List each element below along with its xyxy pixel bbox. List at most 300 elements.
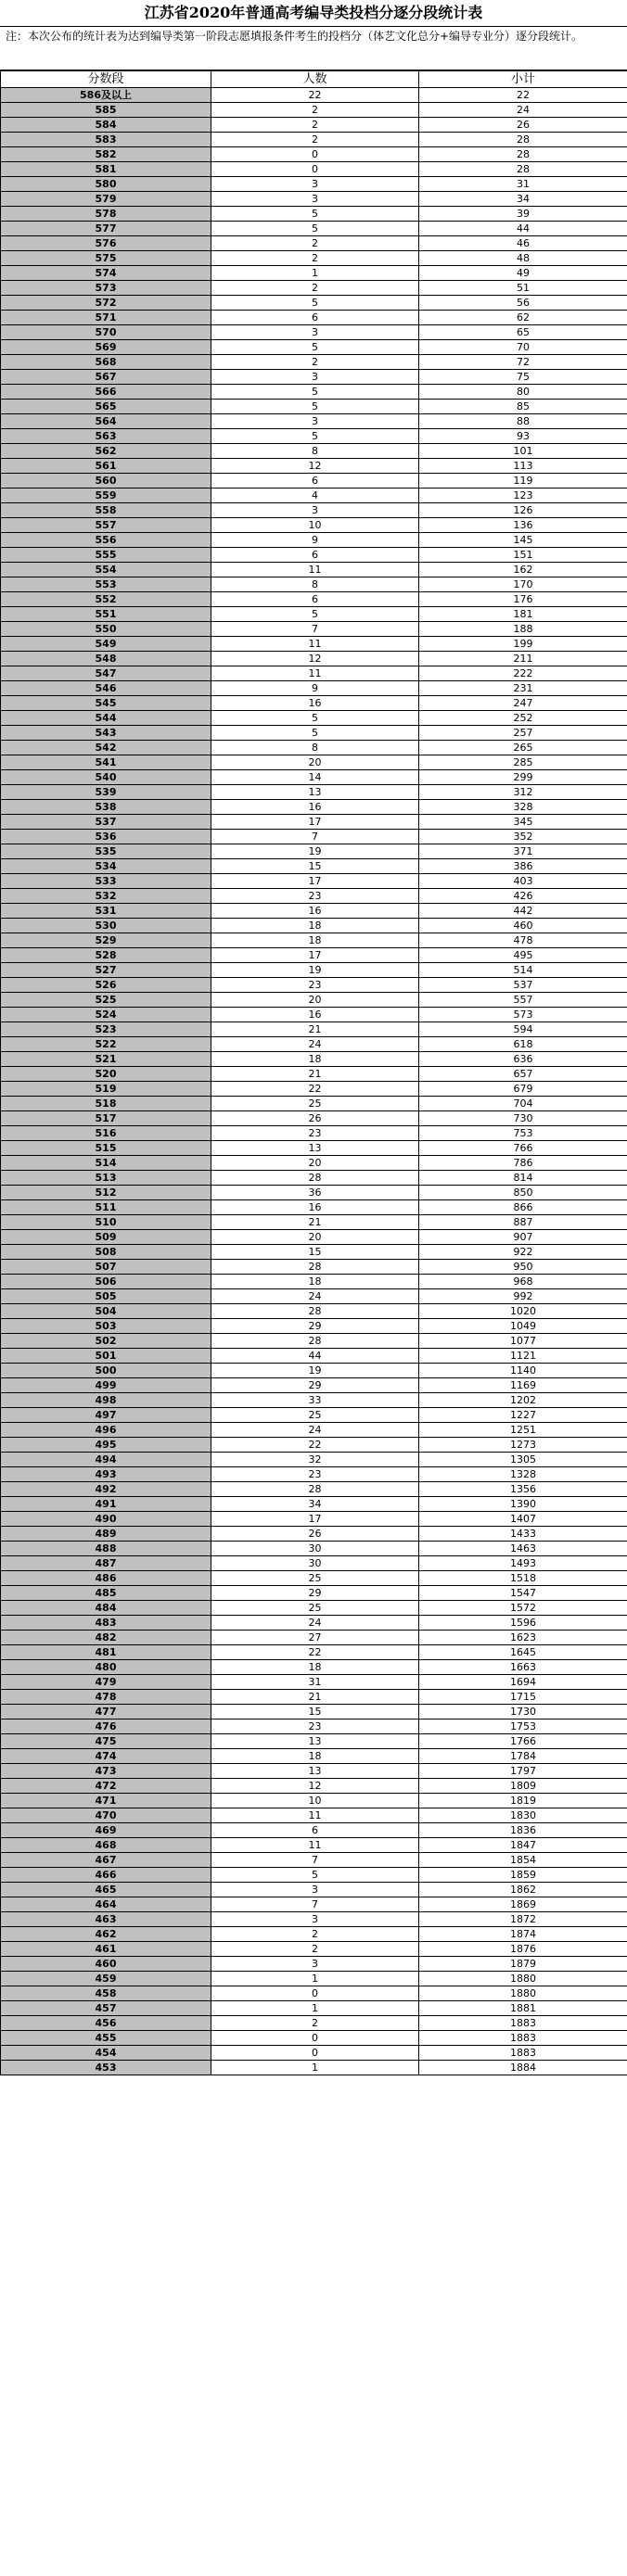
- table-row: [1, 444, 627, 459]
- count-cell: 18: [211, 919, 419, 933]
- cumulative-cell: 56: [419, 296, 627, 311]
- cumulative-cell: 426: [419, 889, 627, 904]
- score-band-cell: 553: [1, 577, 211, 592]
- score-band-cell: 491: [1, 1497, 211, 1512]
- score-band-cell: 473: [1, 1764, 211, 1779]
- table-row: [1, 1141, 627, 1156]
- cumulative-cell: 1493: [419, 1556, 627, 1571]
- count-cell: 21: [211, 1067, 419, 1082]
- table-row: [1, 1601, 627, 1616]
- cumulative-cell: 1328: [419, 1467, 627, 1482]
- count-cell: 3: [211, 1912, 419, 1927]
- table-header: [1, 71, 627, 88]
- count-cell: 15: [211, 1245, 419, 1260]
- table-row: [1, 1467, 627, 1482]
- table-row: [1, 251, 627, 266]
- cumulative-cell: 312: [419, 785, 627, 800]
- cumulative-cell: 1227: [419, 1408, 627, 1423]
- count-cell: 3: [211, 414, 419, 429]
- count-cell: 44: [211, 1349, 419, 1364]
- cumulative-cell: 1880: [419, 1972, 627, 1986]
- count-cell: 4: [211, 489, 419, 503]
- cumulative-cell: 478: [419, 933, 627, 948]
- score-band-cell: 547: [1, 666, 211, 681]
- cumulative-cell: 199: [419, 637, 627, 652]
- header-count: 人数: [211, 71, 419, 88]
- table-row: [1, 741, 627, 755]
- score-band-cell: 494: [1, 1453, 211, 1467]
- score-band-cell: 545: [1, 696, 211, 711]
- cumulative-cell: 257: [419, 726, 627, 741]
- score-band-cell: 533: [1, 874, 211, 889]
- score-band-cell: 520: [1, 1067, 211, 1082]
- cumulative-cell: 1883: [419, 2031, 627, 2046]
- cumulative-cell: 85: [419, 400, 627, 414]
- table-row: [1, 1616, 627, 1631]
- table-row: [1, 414, 627, 429]
- score-band-cell: 502: [1, 1334, 211, 1349]
- cumulative-cell: 1121: [419, 1349, 627, 1364]
- cumulative-cell: 1356: [419, 1482, 627, 1497]
- cumulative-cell: 93: [419, 429, 627, 444]
- cumulative-cell: 1251: [419, 1423, 627, 1438]
- score-band-cell: 531: [1, 904, 211, 919]
- cumulative-cell: 1869: [419, 1897, 627, 1912]
- table-row: [1, 2016, 627, 2031]
- cumulative-cell: 1518: [419, 1571, 627, 1586]
- count-cell: 16: [211, 1200, 419, 1215]
- header-row: [1, 71, 627, 88]
- count-cell: 17: [211, 815, 419, 830]
- table-row: [1, 2031, 627, 2046]
- table-note: 注：本次公布的统计表为达到编导类第一阶段志愿填报条件考生的投档分（体艺文化总分+编导专业分）逐分段统计。: [0, 27, 627, 70]
- table-row: [1, 88, 627, 103]
- cumulative-cell: 1830: [419, 1808, 627, 1823]
- count-cell: 5: [211, 296, 419, 311]
- table-row: [1, 1571, 627, 1586]
- count-cell: 24: [211, 1616, 419, 1631]
- score-band-cell: 548: [1, 652, 211, 666]
- table-row: [1, 948, 627, 963]
- score-band-cell: 462: [1, 1927, 211, 1942]
- count-cell: 16: [211, 696, 419, 711]
- cumulative-cell: 1862: [419, 1883, 627, 1897]
- count-cell: 2: [211, 118, 419, 133]
- cumulative-cell: 495: [419, 948, 627, 963]
- count-cell: 6: [211, 592, 419, 607]
- score-band-cell: 525: [1, 993, 211, 1008]
- cumulative-cell: 28: [419, 147, 627, 162]
- score-band-cell: 476: [1, 1719, 211, 1734]
- cumulative-cell: 1874: [419, 1927, 627, 1942]
- score-band-cell: 507: [1, 1260, 211, 1275]
- count-cell: 8: [211, 444, 419, 459]
- count-cell: 1: [211, 266, 419, 281]
- cumulative-cell: 1273: [419, 1438, 627, 1453]
- count-cell: 28: [211, 1482, 419, 1497]
- cumulative-cell: 352: [419, 830, 627, 844]
- cumulative-cell: 72: [419, 355, 627, 370]
- cumulative-cell: 265: [419, 741, 627, 755]
- table-row: [1, 1512, 627, 1527]
- table-row: [1, 162, 627, 177]
- count-cell: 36: [211, 1186, 419, 1200]
- score-band-cell: 512: [1, 1186, 211, 1200]
- count-cell: 5: [211, 222, 419, 236]
- table-row: [1, 192, 627, 207]
- score-band-cell: 515: [1, 1141, 211, 1156]
- count-cell: 1: [211, 2061, 419, 2075]
- table-row: [1, 533, 627, 548]
- table-row: [1, 266, 627, 281]
- score-band-cell: 527: [1, 963, 211, 978]
- score-band-cell: 479: [1, 1675, 211, 1690]
- score-band-cell: 478: [1, 1690, 211, 1705]
- table-row: [1, 1853, 627, 1868]
- cumulative-cell: 1140: [419, 1364, 627, 1378]
- table-row: [1, 1052, 627, 1067]
- count-cell: 25: [211, 1601, 419, 1616]
- score-band-cell: 470: [1, 1808, 211, 1823]
- score-band-cell: 464: [1, 1897, 211, 1912]
- table-row: [1, 726, 627, 741]
- table-row: [1, 370, 627, 385]
- count-cell: 32: [211, 1453, 419, 1467]
- cumulative-cell: 1694: [419, 1675, 627, 1690]
- score-band-cell: 453: [1, 2061, 211, 2075]
- score-band-cell: 461: [1, 1942, 211, 1957]
- count-cell: 7: [211, 830, 419, 844]
- count-cell: 21: [211, 1690, 419, 1705]
- table-row: [1, 1645, 627, 1660]
- score-band-cell: 528: [1, 948, 211, 963]
- cumulative-cell: 145: [419, 533, 627, 548]
- cumulative-cell: 1663: [419, 1660, 627, 1675]
- count-cell: 25: [211, 1571, 419, 1586]
- score-band-cell: 570: [1, 325, 211, 340]
- score-band-cell: 579: [1, 192, 211, 207]
- table-row: [1, 1823, 627, 1838]
- cumulative-cell: 460: [419, 919, 627, 933]
- table-row: [1, 429, 627, 444]
- score-band-cell: 480: [1, 1660, 211, 1675]
- count-cell: 29: [211, 1378, 419, 1393]
- count-cell: 17: [211, 1512, 419, 1527]
- table-row: [1, 1794, 627, 1808]
- score-band-cell: 568: [1, 355, 211, 370]
- score-band-cell: 460: [1, 1957, 211, 1972]
- cumulative-cell: 1049: [419, 1319, 627, 1334]
- table-row: [1, 222, 627, 236]
- score-band-cell: 468: [1, 1838, 211, 1853]
- count-cell: 18: [211, 1749, 419, 1764]
- score-band-cell: 490: [1, 1512, 211, 1527]
- score-band-cell: 463: [1, 1912, 211, 1927]
- page-title: 江苏省2020年普通高考编导类投档分逐分段统计表: [0, 0, 627, 27]
- cumulative-cell: 1390: [419, 1497, 627, 1512]
- score-band-cell: 513: [1, 1171, 211, 1186]
- table-row: [1, 1972, 627, 1986]
- table-row: [1, 844, 627, 859]
- table-row: [1, 592, 627, 607]
- table-row: [1, 1289, 627, 1304]
- cumulative-cell: 34: [419, 192, 627, 207]
- cumulative-cell: 753: [419, 1126, 627, 1141]
- count-cell: 6: [211, 548, 419, 563]
- count-cell: 2: [211, 236, 419, 251]
- table-row: [1, 1186, 627, 1200]
- count-cell: 24: [211, 1037, 419, 1052]
- cumulative-cell: 28: [419, 162, 627, 177]
- count-cell: 29: [211, 1586, 419, 1601]
- table-row: [1, 147, 627, 162]
- count-cell: 33: [211, 1393, 419, 1408]
- table-row: [1, 1111, 627, 1126]
- table-row: [1, 489, 627, 503]
- cumulative-cell: 537: [419, 978, 627, 993]
- score-band-cell: 511: [1, 1200, 211, 1215]
- score-band-cell: 567: [1, 370, 211, 385]
- score-band-cell: 519: [1, 1082, 211, 1097]
- table-body: [1, 88, 627, 2075]
- cumulative-cell: 922: [419, 1245, 627, 1260]
- count-cell: 2: [211, 1942, 419, 1957]
- score-band-cell: 557: [1, 518, 211, 533]
- cumulative-cell: 70: [419, 340, 627, 355]
- cumulative-cell: 887: [419, 1215, 627, 1230]
- count-cell: 9: [211, 681, 419, 696]
- table-row: [1, 503, 627, 518]
- cumulative-cell: 573: [419, 1008, 627, 1022]
- count-cell: 2: [211, 251, 419, 266]
- count-cell: 1: [211, 2001, 419, 2016]
- table-row: [1, 1675, 627, 1690]
- count-cell: 18: [211, 1275, 419, 1289]
- score-band-cell: 562: [1, 444, 211, 459]
- score-band-cell: 483: [1, 1616, 211, 1631]
- table-row: [1, 1438, 627, 1453]
- table-row: [1, 207, 627, 222]
- score-band-cell: 561: [1, 459, 211, 474]
- table-row: [1, 1275, 627, 1289]
- count-cell: 10: [211, 518, 419, 533]
- cumulative-cell: 992: [419, 1289, 627, 1304]
- table-row: [1, 1378, 627, 1393]
- cumulative-cell: 62: [419, 311, 627, 325]
- count-cell: 3: [211, 1957, 419, 1972]
- count-cell: 15: [211, 1705, 419, 1719]
- table-row: [1, 1082, 627, 1097]
- score-band-cell: 532: [1, 889, 211, 904]
- score-band-cell: 551: [1, 607, 211, 622]
- count-cell: 28: [211, 1260, 419, 1275]
- score-band-cell: 585: [1, 103, 211, 118]
- count-cell: 30: [211, 1542, 419, 1556]
- cumulative-cell: 442: [419, 904, 627, 919]
- table-row: [1, 1008, 627, 1022]
- score-band-cell: 566: [1, 385, 211, 400]
- score-band-cell: 542: [1, 741, 211, 755]
- table-row: [1, 607, 627, 622]
- score-band-cell: 549: [1, 637, 211, 652]
- score-band-cell: 495: [1, 1438, 211, 1453]
- table-row: [1, 474, 627, 489]
- cumulative-cell: 151: [419, 548, 627, 563]
- count-cell: 22: [211, 1082, 419, 1097]
- score-band-cell: 543: [1, 726, 211, 741]
- table-row: [1, 281, 627, 296]
- cumulative-cell: 119: [419, 474, 627, 489]
- score-band-cell: 565: [1, 400, 211, 414]
- score-band-cell: 556: [1, 533, 211, 548]
- score-band-cell: 582: [1, 147, 211, 162]
- count-cell: 3: [211, 192, 419, 207]
- cumulative-cell: 1809: [419, 1779, 627, 1794]
- table-row: [1, 1912, 627, 1927]
- count-cell: 26: [211, 1527, 419, 1542]
- table-row: [1, 1497, 627, 1512]
- count-cell: 17: [211, 948, 419, 963]
- count-cell: 7: [211, 1853, 419, 1868]
- count-cell: 30: [211, 1556, 419, 1571]
- cumulative-cell: 181: [419, 607, 627, 622]
- score-band-cell: 574: [1, 266, 211, 281]
- table-row: [1, 1245, 627, 1260]
- count-cell: 13: [211, 785, 419, 800]
- cumulative-cell: 75: [419, 370, 627, 385]
- count-cell: 5: [211, 400, 419, 414]
- score-band-cell: 466: [1, 1868, 211, 1883]
- cumulative-cell: 386: [419, 859, 627, 874]
- count-cell: 2: [211, 1927, 419, 1942]
- count-cell: 10: [211, 1794, 419, 1808]
- table-row: [1, 919, 627, 933]
- count-cell: 0: [211, 147, 419, 162]
- table-row: [1, 340, 627, 355]
- cumulative-cell: 247: [419, 696, 627, 711]
- count-cell: 3: [211, 503, 419, 518]
- table-row: [1, 1556, 627, 1571]
- cumulative-cell: 786: [419, 1156, 627, 1171]
- table-row: [1, 1734, 627, 1749]
- score-band-cell: 489: [1, 1527, 211, 1542]
- cumulative-cell: 328: [419, 800, 627, 815]
- table-row: [1, 118, 627, 133]
- count-cell: 13: [211, 1734, 419, 1749]
- table-row: [1, 518, 627, 533]
- cumulative-cell: 1883: [419, 2016, 627, 2031]
- score-band-cell: 458: [1, 1986, 211, 2001]
- table-row: [1, 1631, 627, 1645]
- table-row: [1, 1393, 627, 1408]
- cumulative-cell: 1463: [419, 1542, 627, 1556]
- table-row: [1, 1719, 627, 1734]
- count-cell: 19: [211, 963, 419, 978]
- count-cell: 5: [211, 207, 419, 222]
- count-cell: 18: [211, 1052, 419, 1067]
- count-cell: 5: [211, 711, 419, 726]
- count-cell: 23: [211, 978, 419, 993]
- table-row: [1, 1482, 627, 1497]
- score-band-cell: 564: [1, 414, 211, 429]
- table-row: [1, 1126, 627, 1141]
- table-row: [1, 1171, 627, 1186]
- cumulative-cell: 618: [419, 1037, 627, 1052]
- count-cell: 7: [211, 1897, 419, 1912]
- score-band-cell: 572: [1, 296, 211, 311]
- score-band-cell: 521: [1, 1052, 211, 1067]
- count-cell: 2: [211, 133, 419, 147]
- cumulative-cell: 1880: [419, 1986, 627, 2001]
- cumulative-cell: 24: [419, 103, 627, 118]
- count-cell: 0: [211, 1986, 419, 2001]
- table-row: [1, 652, 627, 666]
- cumulative-cell: 1753: [419, 1719, 627, 1734]
- cumulative-cell: 850: [419, 1186, 627, 1200]
- table-row: [1, 830, 627, 844]
- score-band-cell: 514: [1, 1156, 211, 1171]
- count-cell: 29: [211, 1319, 419, 1334]
- score-band-cell: 509: [1, 1230, 211, 1245]
- header-cumulative: 小计: [419, 71, 627, 88]
- score-band-cell: 536: [1, 830, 211, 844]
- score-band-cell: 482: [1, 1631, 211, 1645]
- cumulative-cell: 1572: [419, 1601, 627, 1616]
- score-band-cell: 472: [1, 1779, 211, 1794]
- count-cell: 16: [211, 904, 419, 919]
- count-cell: 6: [211, 474, 419, 489]
- count-cell: 0: [211, 2046, 419, 2061]
- table-row: [1, 563, 627, 577]
- count-cell: 11: [211, 637, 419, 652]
- table-row: [1, 1156, 627, 1171]
- cumulative-cell: 1784: [419, 1749, 627, 1764]
- cumulative-cell: 907: [419, 1230, 627, 1245]
- cumulative-cell: 345: [419, 815, 627, 830]
- score-band-cell: 493: [1, 1467, 211, 1482]
- table-row: [1, 800, 627, 815]
- score-band-cell: 457: [1, 2001, 211, 2016]
- cumulative-cell: 44: [419, 222, 627, 236]
- table-row: [1, 1527, 627, 1542]
- score-band-cell: 486: [1, 1571, 211, 1586]
- table-row: [1, 681, 627, 696]
- cumulative-cell: 1859: [419, 1868, 627, 1883]
- count-cell: 2: [211, 2016, 419, 2031]
- count-cell: 21: [211, 1022, 419, 1037]
- score-band-cell: 492: [1, 1482, 211, 1497]
- table-row: [1, 1986, 627, 2001]
- score-band-cell: 526: [1, 978, 211, 993]
- score-band-cell: 573: [1, 281, 211, 296]
- table-row: [1, 1037, 627, 1052]
- score-band-cell: 586及以上: [1, 88, 211, 103]
- score-band-cell: 516: [1, 1126, 211, 1141]
- cumulative-cell: 65: [419, 325, 627, 340]
- score-band-cell: 563: [1, 429, 211, 444]
- table-row: [1, 2046, 627, 2061]
- cumulative-cell: 1407: [419, 1512, 627, 1527]
- score-band-cell: 584: [1, 118, 211, 133]
- table-row: [1, 1586, 627, 1601]
- table-row: [1, 1453, 627, 1467]
- cumulative-cell: 950: [419, 1260, 627, 1275]
- count-cell: 13: [211, 1764, 419, 1779]
- cumulative-cell: 51: [419, 281, 627, 296]
- count-cell: 8: [211, 741, 419, 755]
- score-band-cell: 524: [1, 1008, 211, 1022]
- cumulative-cell: 123: [419, 489, 627, 503]
